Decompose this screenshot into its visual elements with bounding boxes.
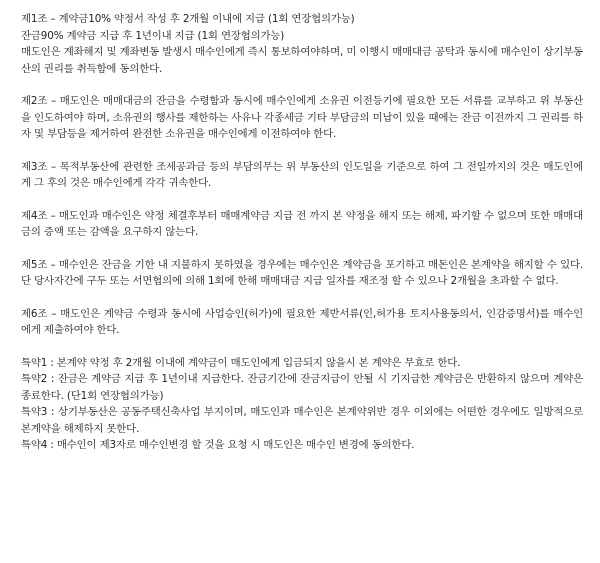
contract-terms-document (21, 11, 583, 454)
article-6 (21, 306, 583, 339)
special-term-3: 특약3 : 상기부동산은 공동주택신축사업 부지이며, 매도인과 매수인은 본계약위반 경우 이외에는 어떤한 경우에도 일방적으로 본계약을 해제하지 못한다. (21, 406, 583, 435)
article-1 (21, 11, 583, 77)
article-1-line-2: 잔금90% 계약금 지급 후 1년이내 지급 (1회 연장협의가능) (21, 29, 285, 42)
article-2 (21, 93, 583, 143)
special-terms (21, 355, 583, 454)
special-term-1: 특약1 : 본계약 약정 후 2개월 이내에 계약금이 매도인에게 입금되지 않을시 본 계약은 무효로 한다. (21, 356, 461, 369)
article-5 (21, 257, 583, 290)
article-1-line-1: 제1조 – 계약금10% 약정서 작성 후 2개월 이내에 지급 (1회 연장협의가능) (21, 13, 355, 25)
article-4 (21, 208, 583, 241)
article-5-text: 제5조 – 매수인은 잔금을 기한 내 지불하지 못하였을 경우에는 매수인은 계약금을 포기하고 매돈인은 본계약을 해지할 수 있다. 단 당사자간에 구두 또는 서면협의에 의해 1회에 한해 매매대금 지급 일자를 재조정 할 수 있으나 2개월을 초과할 수 없다. (21, 258, 583, 287)
article-2-text: 제2조 – 매도인은 매매대금의 잔금을 수령함과 동시에 매수인에게 소유권 이전등기에 필요한 모든 서류를 교부하고 위 부동산을 인도하여야 하며, 소유권의 행사를 제한하는 사유나 각종세금 기타 부담금의 미납이 있을 때에는 잔금 이전까지 그 권리를 하자 및 부담등을 제거하여 완전한 소유권을 매수인에게 이전하여야 한다. (21, 95, 583, 140)
article-6-text: 제6조 – 매도인은 계약금 수령과 동시에 사업승인(허가)에 필요한 제반서류(인,허가용 토지사용동의서, 인감증명서)를 매수인에게 제출하여야 한다. (21, 307, 583, 336)
special-term-4: 특약4 : 매수인이 제3자로 매수인변경 할 것을 요청 시 매도인은 매수인 변경에 동의한다. (21, 439, 415, 451)
article-3 (21, 159, 583, 192)
article-4-text: 제4조 – 매도인과 매수인은 약정 체결후부터 매매계약금 지급 전 까지 본 약정을 해지 또는 해제, 파기할 수 없으며 또한 매매대금의 증액 또는 감액을 요구하지 않는다. (21, 209, 583, 238)
article-1-line-3: 매도인은 계좌해지 및 계좌변동 발생시 매수인에게 즉시 통보하여야하며, 미 이행시 매매대금 공탁과 동시에 매수인이 상기부동산의 권리를 취득함에 동의한다. (21, 46, 583, 75)
article-3-text: 제3조 – 목적부동산에 관련한 조세공과금 등의 부담의무는 위 부동산의 인도일을 기준으로 하여 그 전일까지의 것은 매도인에게 그 후의 것은 매수인에게 각각 귀속한다. (21, 160, 583, 189)
special-term-2: 특약2 : 잔금은 계약금 지급 후 1년이내 지급한다. 잔금기간에 잔금지급이 안될 시 기지급한 계약금은 반환하지 않으며 계약은 종료한다. (단1회 연장협의가능) (21, 373, 583, 402)
spacer (21, 77, 583, 93)
